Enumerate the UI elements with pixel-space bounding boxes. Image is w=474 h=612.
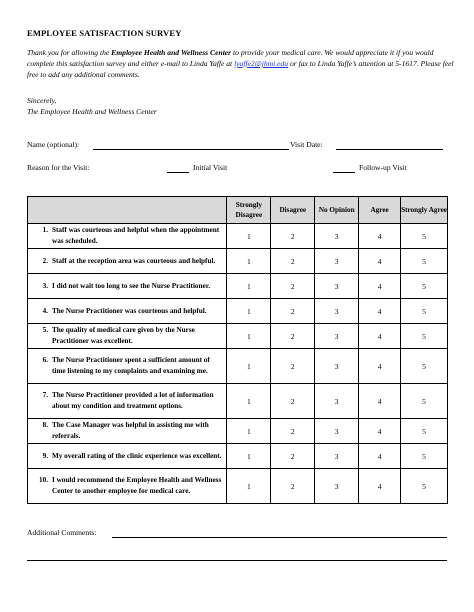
additional-comments-label: Additional Comments: [27, 528, 97, 537]
rating-option-5[interactable]: 5 [401, 349, 448, 384]
header-disagree: Disagree [271, 197, 315, 224]
question-number: 3. [42, 281, 48, 290]
rating-option-5[interactable]: 5 [401, 444, 448, 469]
reason-label: Reason for the Visit: [27, 163, 90, 172]
initial-visit-label: Initial Visit [193, 163, 228, 172]
rating-option-3[interactable]: 3 [315, 384, 359, 419]
table-row [28, 224, 448, 249]
name-label: Name (optional): [27, 140, 80, 149]
rating-option-4[interactable]: 4 [359, 469, 401, 504]
header-no-opinion: No Opinion [315, 197, 359, 224]
rating-option-1[interactable]: 1 [227, 469, 271, 504]
intro-text-2: to provide your medical care. We would appreciate it if you would complete this satisfaction survey and either e-mail to Linda Yaffe at [27, 48, 434, 68]
rating-option-2[interactable]: 2 [271, 299, 315, 324]
rating-option-2[interactable]: 2 [271, 249, 315, 274]
rating-option-3[interactable]: 3 [315, 419, 359, 444]
rating-option-3[interactable]: 3 [315, 224, 359, 249]
rating-option-2[interactable]: 2 [271, 274, 315, 299]
page-title: EMPLOYEE SATISFACTION SURVEY [27, 28, 182, 38]
rating-option-1[interactable]: 1 [227, 444, 271, 469]
question-text: I would recommend the Employee Health and Wellness Center to another employee for medical care. [52, 476, 222, 495]
header-agree: Agree [359, 197, 401, 224]
reason-row [27, 163, 452, 175]
rating-option-4[interactable]: 4 [359, 349, 401, 384]
rating-option-3[interactable]: 3 [315, 249, 359, 274]
question-text: Staff was courteous and helpful when the appointment was scheduled. [52, 226, 220, 245]
rating-option-2[interactable]: 2 [271, 444, 315, 469]
rating-option-3[interactable]: 3 [315, 469, 359, 504]
header-empty-cell [28, 197, 227, 224]
table-row [28, 324, 448, 349]
question-cell [28, 324, 227, 349]
rating-option-4[interactable]: 4 [359, 384, 401, 419]
rating-option-4[interactable]: 4 [359, 224, 401, 249]
rating-option-1[interactable]: 1 [227, 299, 271, 324]
rating-option-5[interactable]: 5 [401, 384, 448, 419]
header-strongly-agree: Strongly Agree [401, 197, 448, 224]
rating-option-3[interactable]: 3 [315, 444, 359, 469]
rating-option-3[interactable]: 3 [315, 274, 359, 299]
question-cell [28, 299, 227, 324]
rating-option-4[interactable]: 4 [359, 444, 401, 469]
question-cell [28, 349, 227, 384]
additional-comments-field-line-2[interactable] [27, 560, 447, 561]
question-text: Staff at the reception area was courteous and helpful. [52, 256, 216, 265]
question-number: 5. [42, 326, 48, 335]
rating-option-4[interactable]: 4 [359, 249, 401, 274]
question-number: 2. [42, 256, 48, 265]
table-row [28, 299, 448, 324]
email-link[interactable]: lyaffe2@jhmi.edu [234, 59, 289, 68]
visit-date-field[interactable] [336, 140, 443, 150]
rating-option-2[interactable]: 2 [271, 419, 315, 444]
question-text: The Case Manager was helpful in assisting me with referrals. [52, 421, 209, 440]
survey-table [27, 196, 448, 504]
header-strongly-disagree: Strongly Disagree [227, 197, 271, 224]
question-cell [28, 384, 227, 419]
rating-option-1[interactable]: 1 [227, 384, 271, 419]
rating-option-5[interactable]: 5 [401, 249, 448, 274]
table-row [28, 249, 448, 274]
question-cell [28, 419, 227, 444]
rating-option-3[interactable]: 3 [315, 324, 359, 349]
table-header-row [28, 197, 448, 224]
table-row [28, 349, 448, 384]
table-row [28, 274, 448, 299]
question-text: I did not wait too long to see the Nurse Practitioner. [52, 281, 211, 290]
rating-option-5[interactable]: 5 [401, 469, 448, 504]
question-cell [28, 274, 227, 299]
question-cell [28, 224, 227, 249]
rating-option-4[interactable]: 4 [359, 419, 401, 444]
question-text: The Nurse Practitioner provided a lot of information about my condition and treatment options. [52, 391, 214, 410]
question-number: 6. [42, 356, 48, 365]
rating-option-5[interactable]: 5 [401, 419, 448, 444]
name-row [27, 140, 452, 152]
rating-option-1[interactable]: 1 [227, 324, 271, 349]
question-cell [28, 249, 227, 274]
question-number: 9. [42, 451, 48, 460]
rating-option-5[interactable]: 5 [401, 324, 448, 349]
rating-option-2[interactable]: 2 [271, 384, 315, 419]
rating-option-2[interactable]: 2 [271, 224, 315, 249]
rating-option-1[interactable]: 1 [227, 249, 271, 274]
question-text: My overall rating of the clinic experience was excellent. [52, 451, 222, 460]
rating-option-5[interactable]: 5 [401, 274, 448, 299]
question-number: 4. [42, 306, 48, 315]
rating-option-1[interactable]: 1 [227, 224, 271, 249]
question-number: 8. [42, 421, 48, 430]
question-text: The quality of medical care given by the Nurse Practitioner was excellent. [52, 326, 195, 345]
visit-date-label: Visit Date: [290, 140, 323, 149]
rating-option-1[interactable]: 1 [227, 274, 271, 299]
rating-option-4[interactable]: 4 [359, 274, 401, 299]
question-text: The Nurse Practitioner spent a sufficient amount of time listening to my complaints and examining me. [52, 356, 210, 375]
rating-option-3[interactable]: 3 [315, 349, 359, 384]
rating-option-4[interactable]: 4 [359, 299, 401, 324]
signoff [27, 96, 157, 117]
signoff-line-2: The Employee Health and Wellness Center [27, 106, 157, 116]
table-row [28, 444, 448, 469]
rating-option-4[interactable]: 4 [359, 324, 401, 349]
intro-paragraph [27, 47, 457, 80]
name-field[interactable] [93, 140, 289, 150]
rating-option-2[interactable]: 2 [271, 469, 315, 504]
question-number: 7. [42, 391, 48, 400]
table-row [28, 384, 448, 419]
rating-option-1[interactable]: 1 [227, 419, 271, 444]
intro-text-1: Thank you for allowing the [27, 48, 112, 57]
rating-option-1[interactable]: 1 [227, 349, 271, 384]
table-row [28, 469, 448, 504]
followup-visit-label: Follow-up Visit [359, 163, 407, 172]
rating-option-2[interactable]: 2 [271, 349, 315, 384]
center-name: Employee Health and Wellness Center [111, 48, 232, 57]
question-text: The Nurse Practitioner was courteous and helpful. [52, 306, 207, 315]
additional-comments-field[interactable] [112, 537, 447, 538]
rating-option-3[interactable]: 3 [315, 299, 359, 324]
followup-visit-checkbox-line[interactable] [333, 163, 355, 173]
rating-option-5[interactable]: 5 [401, 224, 448, 249]
initial-visit-checkbox-line[interactable] [167, 163, 189, 173]
intro-text-3: or fax to Linda Yaffe’s attention at 5-1617. Please feel free to add any additional comments. [27, 59, 454, 79]
signoff-line-1: Sincerely, [27, 96, 57, 105]
question-number: 10. [39, 476, 48, 485]
table-row [28, 419, 448, 444]
question-cell [28, 444, 227, 469]
rating-option-5[interactable]: 5 [401, 299, 448, 324]
question-cell [28, 469, 227, 504]
rating-option-2[interactable]: 2 [271, 324, 315, 349]
question-number: 1. [42, 226, 48, 235]
